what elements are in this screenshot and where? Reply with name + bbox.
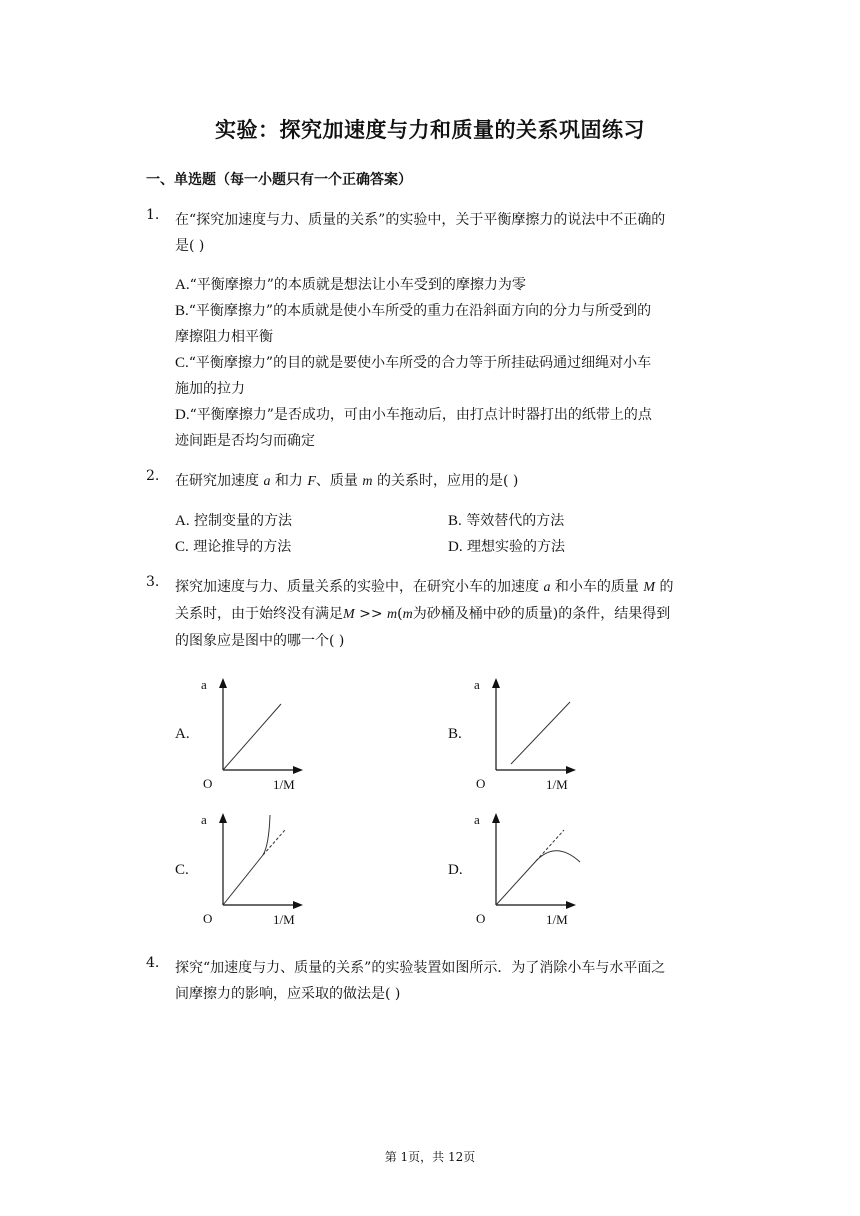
- page-title: 实验：探究加速度与力和质量的关系巩固练习: [215, 118, 645, 142]
- question-line: [175, 601, 720, 628]
- y-axis-label: a: [201, 677, 207, 692]
- text-run: 为砂桶及桶中砂的质量)的条件，结果得到: [412, 606, 671, 622]
- x-axis-label: 1/M: [546, 777, 568, 792]
- variable-a: a: [543, 580, 551, 595]
- question-line: 是( ): [175, 238, 205, 254]
- curve-line: [223, 704, 281, 770]
- option-d[interactable]: [448, 534, 565, 560]
- question-line: 在“探究加速度与力、质量的关系”的实验中，关于平衡摩擦力的说法中不正确的: [175, 212, 666, 228]
- option-b[interactable]: [448, 508, 564, 534]
- text-run: 在研究加速度: [175, 473, 264, 489]
- option-d[interactable]: [175, 402, 720, 454]
- section-heading: 一、单选题（每一小题只有一个正确答案）: [146, 172, 412, 188]
- dashed-extension: [536, 830, 564, 861]
- y-axis-label: a: [201, 812, 207, 827]
- y-axis-arrow: [219, 813, 227, 823]
- option-c[interactable]: [175, 534, 291, 560]
- x-axis-arrow: [293, 901, 303, 909]
- option-label: B.: [448, 513, 462, 529]
- graph-option-label[interactable]: D.: [448, 862, 463, 878]
- variable-M: M: [343, 607, 355, 622]
- graph-option-label[interactable]: A.: [175, 726, 190, 742]
- origin-label: O: [203, 911, 213, 926]
- option-text: “平衡摩擦力”是否成功，可由小车拖动后，由打点计时器打出的纸带上的点: [189, 407, 652, 423]
- question-line: 的图象应是图中的哪一个( ): [175, 633, 345, 649]
- variable-m: m: [362, 474, 373, 489]
- option-a[interactable]: [175, 272, 720, 298]
- option-text: “平衡摩擦力”的本质就是使小车所受的重力在沿斜面方向的分力与所受到的: [188, 303, 652, 319]
- option-b[interactable]: [175, 298, 720, 350]
- curve-deviation: [536, 851, 580, 862]
- variable-F: F: [307, 474, 316, 489]
- option-label: C.: [175, 355, 189, 371]
- variable-a: a: [263, 474, 271, 489]
- x-axis-arrow: [566, 901, 576, 909]
- option-text: 控制变量的方法: [194, 513, 293, 529]
- question-text: [175, 574, 720, 654]
- text-run: >>: [354, 606, 388, 622]
- text-run: 和小车的质量: [550, 579, 644, 595]
- y-axis-arrow: [492, 678, 500, 688]
- question-number: 1.: [146, 207, 160, 223]
- y-axis-label: a: [474, 677, 480, 692]
- page-footer: 第 1页，共 12页: [384, 1150, 476, 1164]
- variable-m: m: [402, 607, 413, 622]
- x-axis-arrow: [293, 766, 303, 774]
- text-run: 和力: [270, 473, 308, 489]
- variable-M: M: [643, 580, 656, 595]
- graph-d[interactable]: [468, 810, 588, 930]
- origin-label: O: [476, 776, 486, 791]
- y-axis-label: a: [474, 812, 480, 827]
- text-run: 关系时，由于始终没有满足: [175, 606, 343, 622]
- option-text-cont: 施加的拉力: [175, 381, 245, 397]
- curve-line: [496, 861, 536, 905]
- graph-option-label[interactable]: B.: [448, 726, 462, 742]
- x-axis-label: 1/M: [273, 777, 295, 792]
- option-text: 等效替代的方法: [466, 513, 565, 529]
- option-label: D.: [448, 539, 463, 555]
- question-number: 4.: [146, 955, 160, 971]
- option-text: 理论推导的方法: [193, 539, 292, 555]
- origin-label: O: [203, 776, 213, 791]
- text-run: (: [397, 606, 403, 622]
- option-label: D.: [175, 407, 190, 423]
- curve-line: [511, 702, 570, 764]
- text-run: 、质量: [315, 473, 363, 489]
- dashed-extension: [263, 830, 285, 855]
- x-axis-arrow: [566, 766, 576, 774]
- question-number: 2.: [146, 468, 160, 484]
- option-text: 理想实验的方法: [467, 539, 566, 555]
- variable-m: m: [387, 607, 398, 622]
- text-run: 探究加速度与力、质量关系的实验中，在研究小车的加速度: [175, 579, 544, 595]
- text-run: 的关系时，应用的是( ): [372, 473, 519, 489]
- question-line: 探究“加速度与力、质量的关系”的实验装置如图所示．为了消除小车与水平面之: [175, 960, 666, 976]
- graph-c[interactable]: [195, 810, 305, 930]
- graph-b[interactable]: [468, 675, 578, 795]
- option-text-cont: 摩擦阻力相平衡: [175, 329, 273, 345]
- option-label: A.: [175, 513, 190, 529]
- question-line: 间摩擦力的影响，应采取的做法是( ): [175, 986, 401, 1002]
- x-axis-label: 1/M: [273, 912, 295, 927]
- option-label: C.: [175, 539, 189, 555]
- question-text: [175, 468, 720, 495]
- x-axis-label: 1/M: [546, 912, 568, 927]
- question-number: 3.: [146, 574, 160, 590]
- graph-a[interactable]: [195, 675, 305, 795]
- question-text: [175, 955, 720, 1007]
- question-text: [175, 207, 720, 259]
- option-label: B.: [175, 303, 189, 319]
- curve-deviation: [263, 815, 270, 855]
- curve-line: [223, 855, 263, 905]
- option-text: “平衡摩擦力”的目的就是要使小车所受的合力等于所挂砝码通过细绳对小车: [188, 355, 652, 371]
- text-run: 的: [655, 579, 674, 595]
- option-label: A.: [175, 277, 190, 293]
- option-text-cont: 迹间距是否均匀而确定: [175, 433, 315, 449]
- y-axis-arrow: [219, 678, 227, 688]
- origin-label: O: [476, 911, 486, 926]
- question-line: [175, 574, 720, 601]
- y-axis-arrow: [492, 813, 500, 823]
- option-a[interactable]: [175, 508, 292, 534]
- graph-option-label[interactable]: C.: [175, 862, 189, 878]
- option-text: “平衡摩擦力”的本质就是想法让小车受到的摩擦力为零: [189, 277, 526, 293]
- option-c[interactable]: [175, 350, 720, 402]
